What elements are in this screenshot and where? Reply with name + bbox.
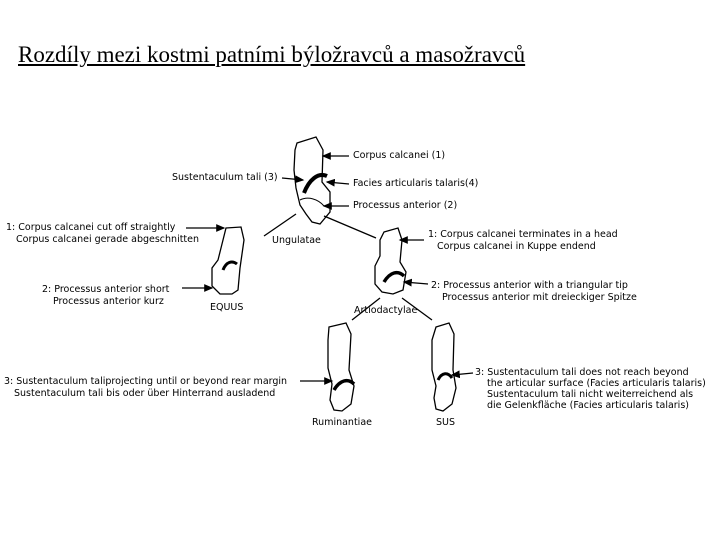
artiodactylae-calcaneus-bone — [375, 228, 406, 294]
ruminantiae-calcaneus-bone — [328, 323, 354, 411]
main-calcaneus-bone — [294, 137, 330, 224]
label-equus-2a: 2: Processus anterior short — [42, 284, 170, 295]
label-equus-2b: Processus anterior kurz — [53, 296, 164, 307]
label-equus-1a: 1: Corpus calcanei cut off straightly — [6, 222, 176, 233]
label-artio-2b: Processus anterior mit dreieckiger Spitze — [442, 292, 637, 303]
label-corpus-calcanei: Corpus calcanei (1) — [353, 150, 446, 161]
label-equus-1b: Corpus calcanei gerade abgeschnitten — [16, 234, 200, 245]
sus-calcaneus-bone — [432, 323, 456, 411]
label-sustentaculum: Sustentaculum tali (3) — [172, 172, 278, 183]
label-sus-3d: die Gelenkfläche (Facies articularis talaris) — [487, 400, 689, 411]
label-ungulatae: Ungulatae — [272, 235, 321, 246]
equus-calcaneus-bone — [212, 227, 244, 294]
label-sus-3a: 3: Sustentaculum tali does not reach beyond — [475, 367, 689, 378]
label-artiodactylae: Artiodactylae — [354, 305, 418, 316]
label-ruminantiae: Ruminantiae — [312, 417, 372, 428]
label-artio-1b: Corpus calcanei in Kuppe endend — [437, 241, 596, 252]
label-ruminantiae-3b: Sustentaculum tali bis oder über Hinterrand ausladend — [14, 388, 276, 399]
page-title: Rozdíly mezi kostmi patními býložravců a masožravců — [18, 42, 526, 67]
label-processus-anterior: Processus anterior (2) — [353, 200, 458, 211]
label-artio-2a: 2: Processus anterior with a triangular tip — [431, 280, 628, 291]
label-facies-articularis: Facies articularis talaris(4) — [353, 178, 479, 189]
label-sus: SUS — [436, 417, 456, 428]
label-equus: EQUUS — [210, 302, 244, 313]
label-ruminantiae-3a: 3: Sustentaculum taliprojecting until or beyond rear margin — [4, 376, 288, 387]
label-sus-3b: the articular surface (Facies articularis talaris) — [487, 378, 706, 389]
label-sus-3c: Sustentaculum tali nicht weiterreichend als — [487, 389, 694, 400]
label-artio-1a: 1: Corpus calcanei terminates in a head — [428, 229, 618, 240]
